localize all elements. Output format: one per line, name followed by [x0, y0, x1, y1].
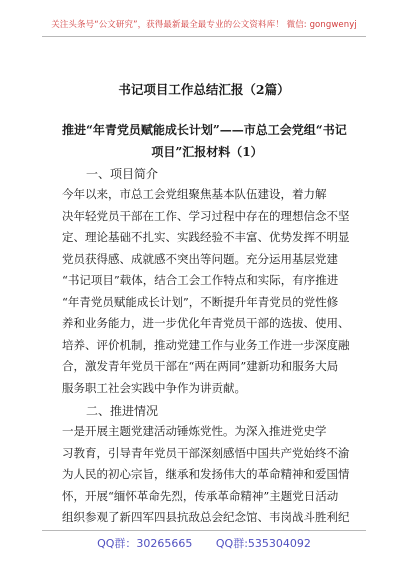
qq-group-2: QQ群:535304092	[215, 537, 311, 550]
body-line: 培养、评价机制，推动党建工作与业务工作进一步深度融	[62, 337, 350, 352]
body-line: 服务职工社会实践中争作为讲贡献。	[62, 380, 246, 395]
section-body-intro	[62, 184, 352, 399]
body-line: 党员获得感、成就感不突出等问题。充分运用基层党建	[62, 251, 338, 266]
header-divider	[42, 36, 366, 37]
subtitle-line-2: 项目”汇报材料（1）	[151, 145, 263, 159]
section-heading-intro: 一、项目简介	[86, 167, 159, 181]
footer-divider	[42, 530, 366, 531]
promo-banner: 关注头条号“公文研究”，获得最新最全最专业的公文资料库！ 微信: gongwenyj	[51, 20, 357, 30]
body-line: 一是开展主题党建活动锤炼党性。为深入推进党史学	[62, 424, 327, 438]
qq-group-1: QQ群：30265665	[97, 537, 193, 550]
document-title: 书记项目工作总结汇报（2篇）	[118, 82, 290, 97]
body-line: 怀，开展“缅怀革命先烈，传承革命精神”主题党日活动	[62, 488, 339, 503]
body-line: 组织参观了新四军四县抗敌总会纪念馆、韦岗战斗胜利纪	[62, 510, 350, 524]
body-line: 今年以来，市总工会党组聚焦基本队伍建设，着力解	[62, 187, 327, 201]
body-line: 决年轻党员干部在工作、学习过程中存在的理想信念不坚	[62, 208, 350, 223]
footer	[0, 535, 408, 551]
section-body-progress	[62, 421, 352, 529]
body-line: 习教育，引导青年党员干部深刻感悟中国共产党始终不渝	[62, 445, 350, 460]
body-line: 合，激发青年党员干部在“两在两同”建新功和服务大局	[62, 359, 339, 373]
subtitle-line-1: 推进“年青党员赋能成长计划”——市总工会党组“书记	[62, 123, 347, 137]
body-line: 定、理论基础不扎实、实践经验不丰富、优势发挥不明显	[62, 230, 350, 244]
body-line: 养和业务能力，进一步优化年青党员干部的选拔、使用、	[62, 316, 350, 330]
body-line: “年青党员赋能成长计划”，不断提升年青党员的党性修	[62, 294, 339, 309]
body-line: “书记项目”载体，结合工会工作特点和实际，有序推进	[62, 273, 339, 287]
section-heading-progress: 二、推进情况	[86, 404, 159, 418]
body-line: 为人民的初心宗旨，继承和发扬伟大的革命精神和爱国情	[62, 467, 350, 481]
